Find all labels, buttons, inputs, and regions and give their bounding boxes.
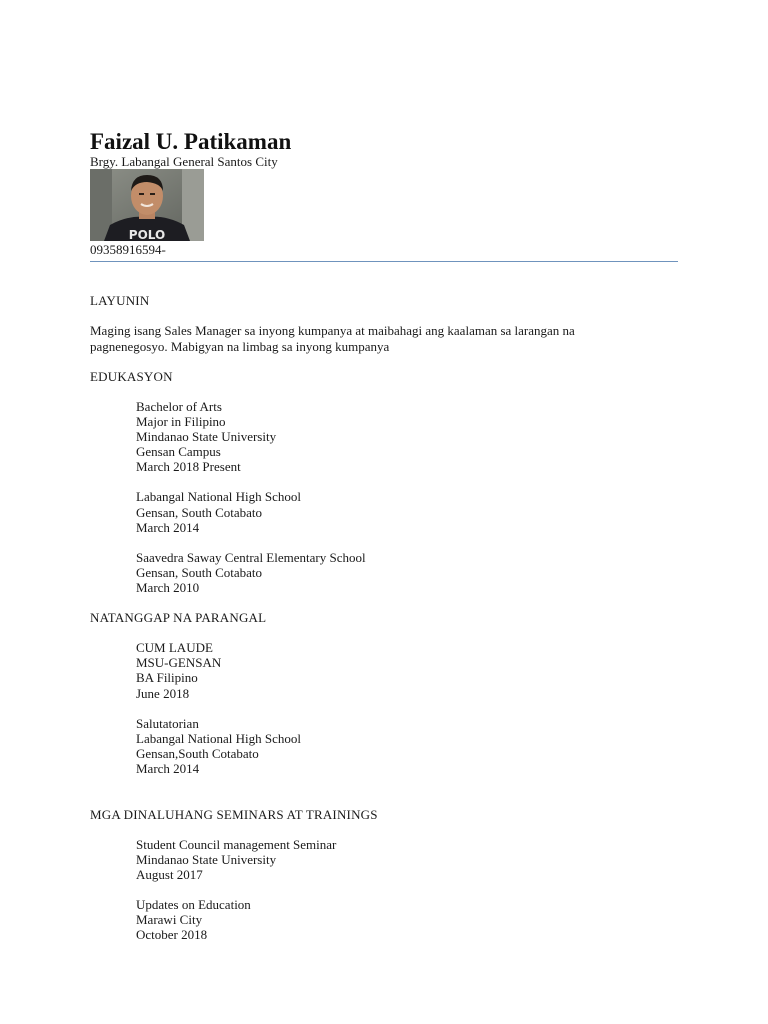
education-line: Major in Filipino — [136, 414, 226, 429]
seminar-line: October 2018 — [136, 927, 208, 942]
seminar-line: Mindanao State University — [136, 852, 277, 867]
resume-address: Brgy. Labangal General Santos City — [90, 154, 278, 169]
resume-phone: 09358916594- — [90, 242, 166, 257]
section-heading-seminars: MGA DINALUHANG SEMINARS AT TRAININGS — [90, 807, 378, 822]
section-heading-education: EDUKASYON — [90, 369, 173, 384]
objective-text-line-2: pagnenegosyo. Mabigyan na limbag sa inyong kumpanya — [90, 339, 390, 354]
award-line: Labangal National High School — [136, 731, 301, 746]
award-line: CUM LAUDE — [136, 640, 213, 655]
award-line: BA Filipino — [136, 670, 198, 685]
section-heading-objective: LAYUNIN — [90, 293, 150, 308]
seminar-line: Updates on Education — [136, 897, 251, 912]
seminar-line: August 2017 — [136, 867, 203, 882]
section-heading-awards: NATANGGAP NA PARANGAL — [90, 610, 267, 625]
education-line: Labangal National High School — [136, 489, 301, 504]
education-line: Mindanao State University — [136, 429, 277, 444]
header-divider — [90, 261, 678, 262]
profile-photo-image — [90, 169, 204, 241]
education-line: March 2014 — [136, 520, 200, 535]
seminar-line: Student Council management Seminar — [136, 837, 337, 852]
objective-text-line-1: Maging isang Sales Manager sa inyong kumpanya at maibahagi ang kaalaman sa larangan na — [90, 323, 575, 338]
education-line: Gensan, South Cotabato — [136, 565, 263, 580]
seminar-line: Marawi City — [136, 912, 203, 927]
education-line: March 2018 Present — [136, 459, 241, 474]
education-line: Gensan Campus — [136, 444, 221, 459]
shirt-text: POLO — [128, 228, 166, 241]
education-line: March 2010 — [136, 580, 200, 595]
award-line: June 2018 — [136, 686, 190, 701]
award-line: Gensan,South Cotabato — [136, 746, 259, 761]
education-line: Saavedra Saway Central Elementary School — [136, 550, 366, 565]
award-line: Salutatorian — [136, 716, 199, 731]
education-line: Gensan, South Cotabato — [136, 505, 263, 520]
award-line: March 2014 — [136, 761, 200, 776]
profile-photo — [90, 169, 204, 241]
resume-name: Faizal U. Patikaman — [90, 129, 292, 154]
award-line: MSU-GENSAN — [136, 655, 222, 670]
education-line: Bachelor of Arts — [136, 399, 222, 414]
